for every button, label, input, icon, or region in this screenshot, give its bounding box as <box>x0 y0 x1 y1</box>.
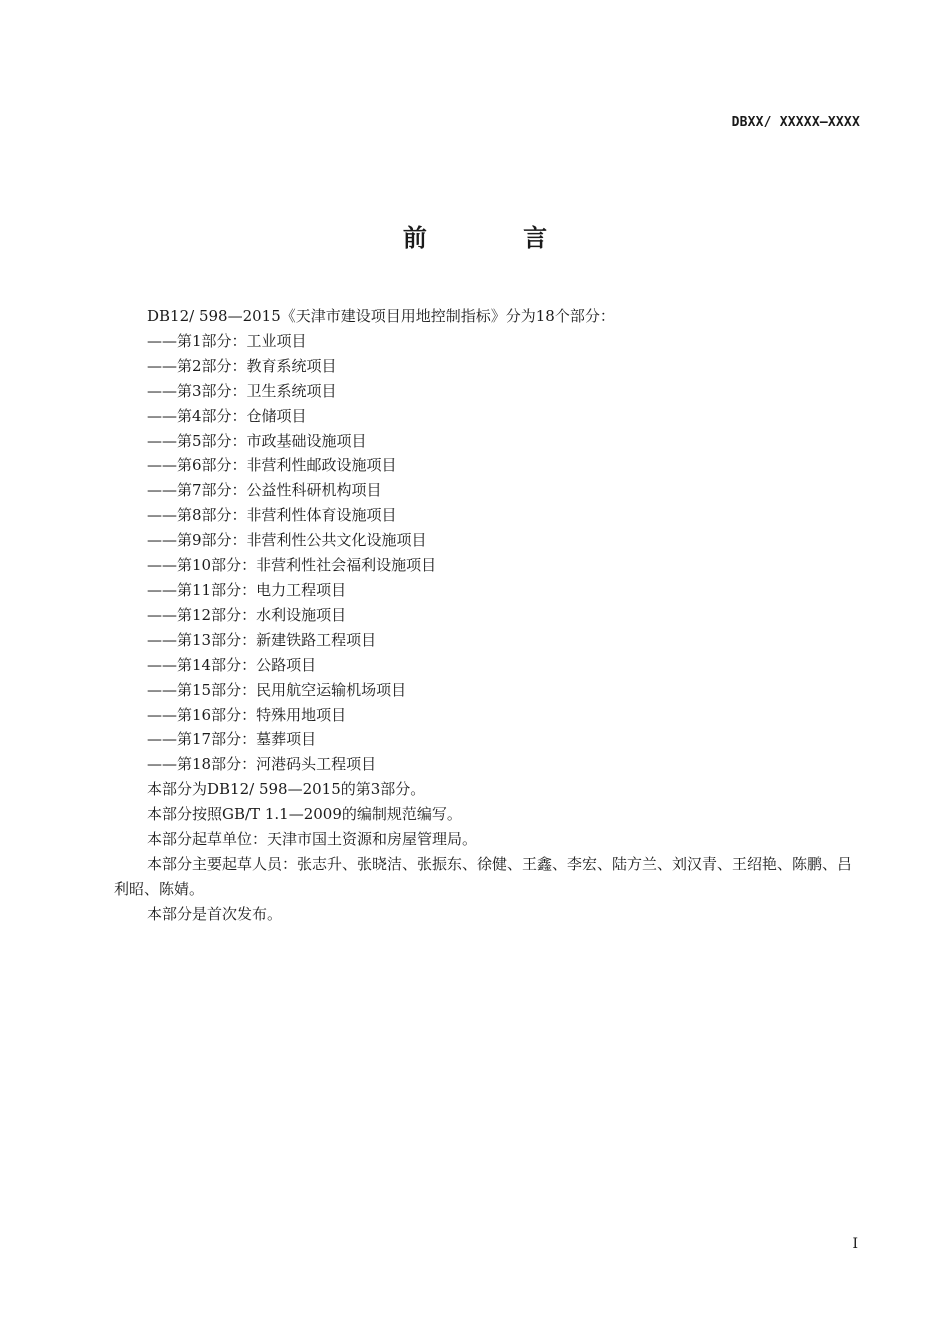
page-title: 前 言 <box>402 224 592 252</box>
list-item: ——第8部分：非营利性体育设施项目 <box>147 506 397 525</box>
list-item: ——第9部分：非营利性公共文化设施项目 <box>147 531 427 550</box>
list-item: ——第17部分：墓葬项目 <box>147 730 317 749</box>
list-item: ——第1部分：工业项目 <box>147 331 307 350</box>
page-number: I <box>852 1236 858 1252</box>
document-body <box>114 304 864 927</box>
drafters-statement: 本部分主要起草人员：张志升、张晓洁、张振东、徐健、王鑫、李宏、陆方兰、刘汉青、王绍艳、陈鹏、吕利昭、陈婧。 <box>114 854 853 898</box>
list-item: ——第14部分：公路项目 <box>147 655 317 674</box>
parts-list <box>114 329 864 777</box>
list-item: ——第12部分：水利设施项目 <box>147 605 347 624</box>
list-item: ——第16部分：特殊用地项目 <box>147 705 347 724</box>
list-item: ——第3部分：卫生系统项目 <box>147 381 337 400</box>
document-code: DBXX/ XXXXX—XXXX <box>731 115 860 130</box>
list-item: ——第13部分：新建铁路工程项目 <box>147 630 377 649</box>
standard-statement: 本部分按照GB/T 1.1—2009的编制规范编写。 <box>147 805 462 824</box>
list-item: ——第2部分：教育系统项目 <box>147 356 337 375</box>
intro-paragraph: DB12/ 598—2015《天津市建设项目用地控制指标》分为18个部分： <box>147 307 615 325</box>
list-item: ——第4部分：仓储项目 <box>147 406 307 425</box>
part-statement: 本部分为DB12/ 598—2015的第3部分。 <box>147 780 426 799</box>
list-item: ——第7部分：公益性科研机构项目 <box>147 481 382 500</box>
list-item: ——第10部分：非营利性社会福利设施项目 <box>147 556 437 575</box>
first-release-statement: 本部分是首次发布。 <box>147 904 283 923</box>
list-item: ——第18部分：河港码头工程项目 <box>147 755 377 774</box>
list-item: ——第11部分：电力工程项目 <box>147 580 347 599</box>
list-item: ——第15部分：民用航空运输机场项目 <box>147 680 407 699</box>
drafting-unit-statement: 本部分起草单位：天津市国土资源和房屋管理局。 <box>147 830 478 849</box>
list-item: ——第5部分：市政基础设施项目 <box>147 431 367 450</box>
list-item: ——第6部分：非营利性邮政设施项目 <box>147 456 397 475</box>
